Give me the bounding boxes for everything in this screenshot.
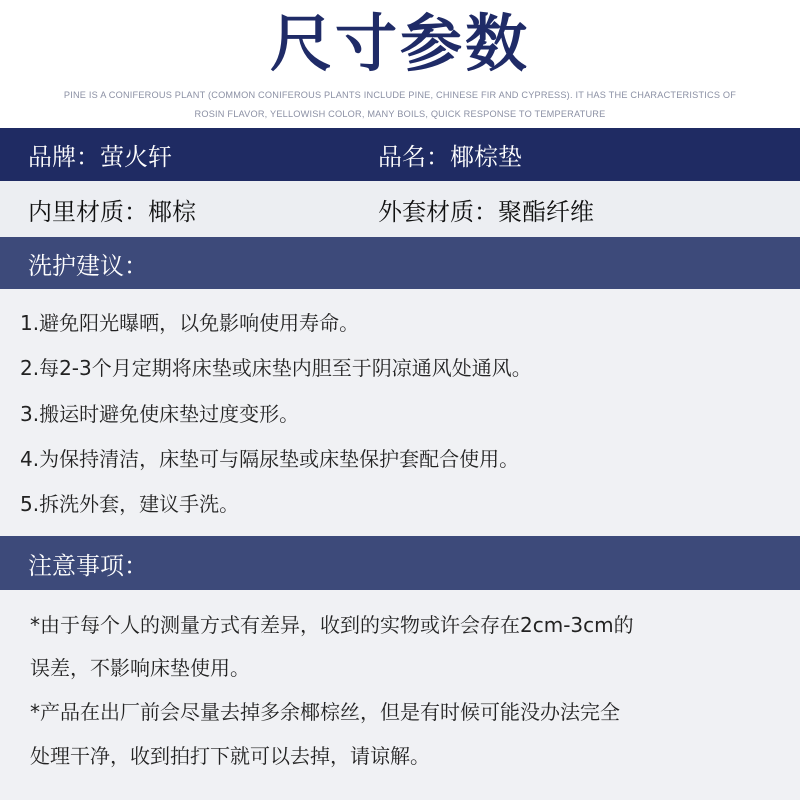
note-line-4: 处理干净，收到拍打下就可以去掉，请谅解。	[30, 744, 430, 768]
notes-section-header	[0, 536, 800, 590]
notes-section-title: 注意事项：	[28, 551, 148, 580]
material-row	[0, 181, 800, 237]
note-line-1: *由于每个人的测量方式有差异，收到的实物或许会存在2cm-3cm的	[30, 613, 634, 637]
header-subtitle	[60, 86, 740, 124]
header-subtitle-line1: PINE IS A CONIFEROUS PLANT (COMMON CONIFEROUS PLANTS INCLUDE PINE, CHINESE FIR AND CYPRESS). IT HAS THE CHARACTERISTICS OF	[63, 90, 737, 100]
header	[0, 0, 800, 128]
care-item-4: 4.为保持清洁，床垫可与隔尿垫或床垫保护套配合使用。	[20, 446, 520, 471]
note-line-3: *产品在出厂前会尽量去掉多余椰棕丝，但是有时候可能没办法完全	[30, 700, 620, 724]
header-subtitle-line2: ROSIN FLAVOR, YELLOWISH COLOR, MANY BOILS, QUICK RESPONSE TO TEMPERATURE	[194, 109, 606, 119]
care-section-header	[0, 237, 800, 289]
page-title: 尺寸参数	[269, 7, 530, 80]
care-item-2: 2.每2-3个月定期将床垫或床垫内胆至于阴凉通风处通风。	[20, 356, 532, 381]
inner-material-value: 内里材质：椰棕	[28, 197, 196, 226]
notes-section-body	[0, 590, 800, 800]
note-line-2: 误差，不影响床垫使用。	[30, 656, 250, 680]
care-item-3: 3.搬运时避免使床垫过度变形。	[20, 401, 300, 426]
brand-value: 品牌：萤火轩	[28, 143, 172, 171]
product-name-value: 品名：椰棕垫	[378, 143, 522, 171]
care-item-1: 1.避免阳光曝晒，以免影响使用寿命。	[20, 311, 360, 335]
care-item-5: 5.拆洗外套，建议手洗。	[20, 492, 240, 517]
brand-row	[0, 128, 800, 181]
care-section-body	[0, 289, 800, 536]
care-list	[20, 311, 532, 537]
care-section-title: 洗护建议：	[28, 251, 148, 280]
outer-material-value: 外套材质：聚酯纤维	[378, 197, 594, 226]
